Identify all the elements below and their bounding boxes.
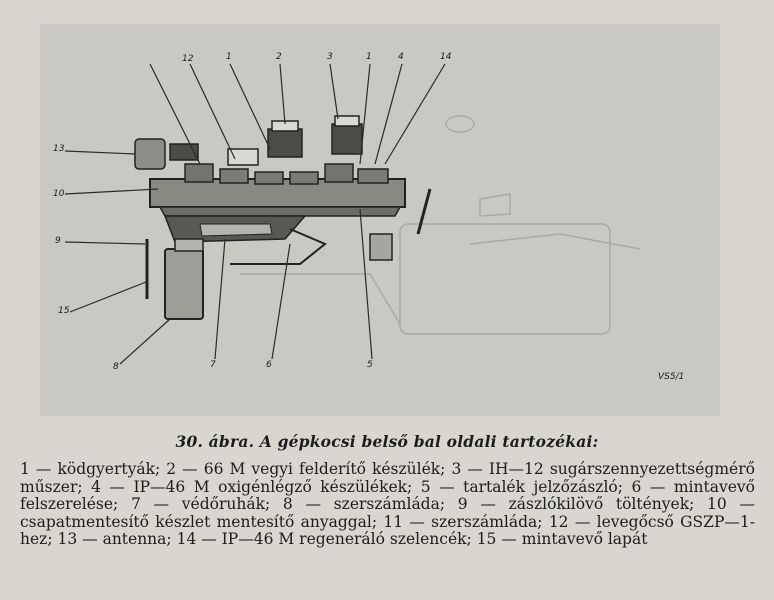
photo-code: VS5/1 bbox=[658, 372, 685, 382]
callout-14: 14 bbox=[440, 52, 452, 62]
callout-12: 12 bbox=[182, 54, 194, 64]
figure-photo bbox=[40, 24, 720, 416]
legend-item-number: 8 bbox=[282, 495, 293, 514]
legend-item-text: IP—46 M oxigénlégző készülékek; bbox=[133, 477, 413, 496]
legend-item-number: 12 bbox=[548, 512, 569, 531]
legend-item: 6 — mintavevő felszerelése; bbox=[20, 477, 755, 514]
legend-item-text: IP—46 M regeneráló szelencék; bbox=[221, 530, 472, 549]
legend-item-text: tartalék jelzőzászló; bbox=[463, 477, 623, 496]
legend-item-text: ködgyertyák; bbox=[57, 460, 161, 478]
legend-item: 14 — IP—46 M regeneráló szelencék; bbox=[176, 530, 472, 549]
legend-item: 4 — IP—46 M oxigénlégző készülékek; bbox=[91, 477, 413, 496]
legend-item: 1 — ködgyertyák; bbox=[20, 460, 161, 478]
legend-item: 13 — antenna; bbox=[57, 530, 172, 549]
callout-13: 13 bbox=[53, 144, 65, 154]
legend-item-number: 14 bbox=[176, 530, 197, 549]
figure-caption: 30. ábra. A gépkocsi belső bal oldali tartozékai: bbox=[175, 432, 599, 451]
legend-item-text: IH—12 sugárszennyezettségmérő műszer; bbox=[20, 460, 755, 496]
callout-2: 2 bbox=[276, 52, 282, 62]
vehicle-interior-illustration bbox=[40, 24, 720, 416]
legend-item-text: védőruhák; bbox=[181, 495, 271, 514]
legend-item-number: 15 bbox=[476, 530, 497, 549]
callout-8: 8 bbox=[113, 362, 119, 372]
callout-7: 7 bbox=[210, 360, 216, 370]
callout-1a: 1 bbox=[226, 52, 232, 62]
legend-item: 9 — zászlókilövő töltények; bbox=[457, 495, 695, 514]
legend-item-text: szerszámláda; bbox=[431, 512, 543, 531]
legend-item-number: 3 bbox=[451, 460, 462, 478]
callout-6: 6 bbox=[266, 360, 272, 370]
callout-9: 9 bbox=[55, 236, 61, 246]
legend-item: 7 — védőruhák; bbox=[130, 495, 271, 514]
callout-15: 15 bbox=[58, 306, 70, 316]
legend-item-number: 7 bbox=[130, 495, 141, 514]
callout-10: 10 bbox=[53, 189, 65, 199]
legend-item-text: szerszámláda; bbox=[333, 495, 446, 514]
legend-item-number: 1 bbox=[20, 460, 30, 478]
legend-item-number: 5 bbox=[420, 477, 431, 496]
legend-item-text: mintavevő felszerelése; bbox=[20, 477, 755, 514]
callout-3: 3 bbox=[327, 52, 333, 62]
legend-item: 5 — tartalék jelzőzászló; bbox=[420, 477, 623, 496]
callout-1b: 1 bbox=[366, 52, 372, 62]
legend-item-text: antenna; bbox=[102, 530, 172, 549]
legend-item-number: 11 bbox=[383, 512, 404, 531]
legend-item-number: 10 bbox=[707, 495, 727, 514]
legend-item-number: 2 bbox=[166, 460, 177, 478]
legend-item-text: mintavevő lapát bbox=[521, 530, 648, 549]
legend-item: 3 — IH—12 sugárszennyezettségmérő műszer; bbox=[20, 460, 755, 496]
legend-item: 15 — mintavevő lapát bbox=[476, 530, 648, 549]
legend-item-text: 66 M vegyi felderítő készülék; bbox=[203, 460, 446, 478]
legend-item-text: levegőcső GSZP—1-hez; bbox=[20, 512, 755, 549]
legend-item: 10 — csapatmentesítő készlet mentesítő anyaggal; bbox=[20, 495, 755, 531]
legend-item-number: 9 bbox=[457, 495, 468, 514]
legend-item-text: zászlókilövő töltények; bbox=[508, 495, 695, 514]
legend-item-number: 4 bbox=[91, 477, 101, 496]
callout-4: 4 bbox=[398, 52, 404, 62]
figure-legend bbox=[20, 461, 755, 549]
legend-item-number: 13 bbox=[57, 530, 78, 549]
legend-item: 8 — szerszámláda; bbox=[282, 495, 446, 514]
callout-5: 5 bbox=[367, 360, 373, 370]
legend-item: 12 — levegőcső GSZP—1-hez; bbox=[20, 512, 755, 549]
legend-item: 2 — 66 M vegyi felderítő készülék; bbox=[166, 460, 446, 478]
legend-item-number: 6 bbox=[631, 477, 642, 496]
legend-item: 11 — szerszámláda; bbox=[383, 512, 543, 531]
legend-item-text: csapatmentesítő készlet mentesítő anyaggal; bbox=[20, 512, 378, 531]
